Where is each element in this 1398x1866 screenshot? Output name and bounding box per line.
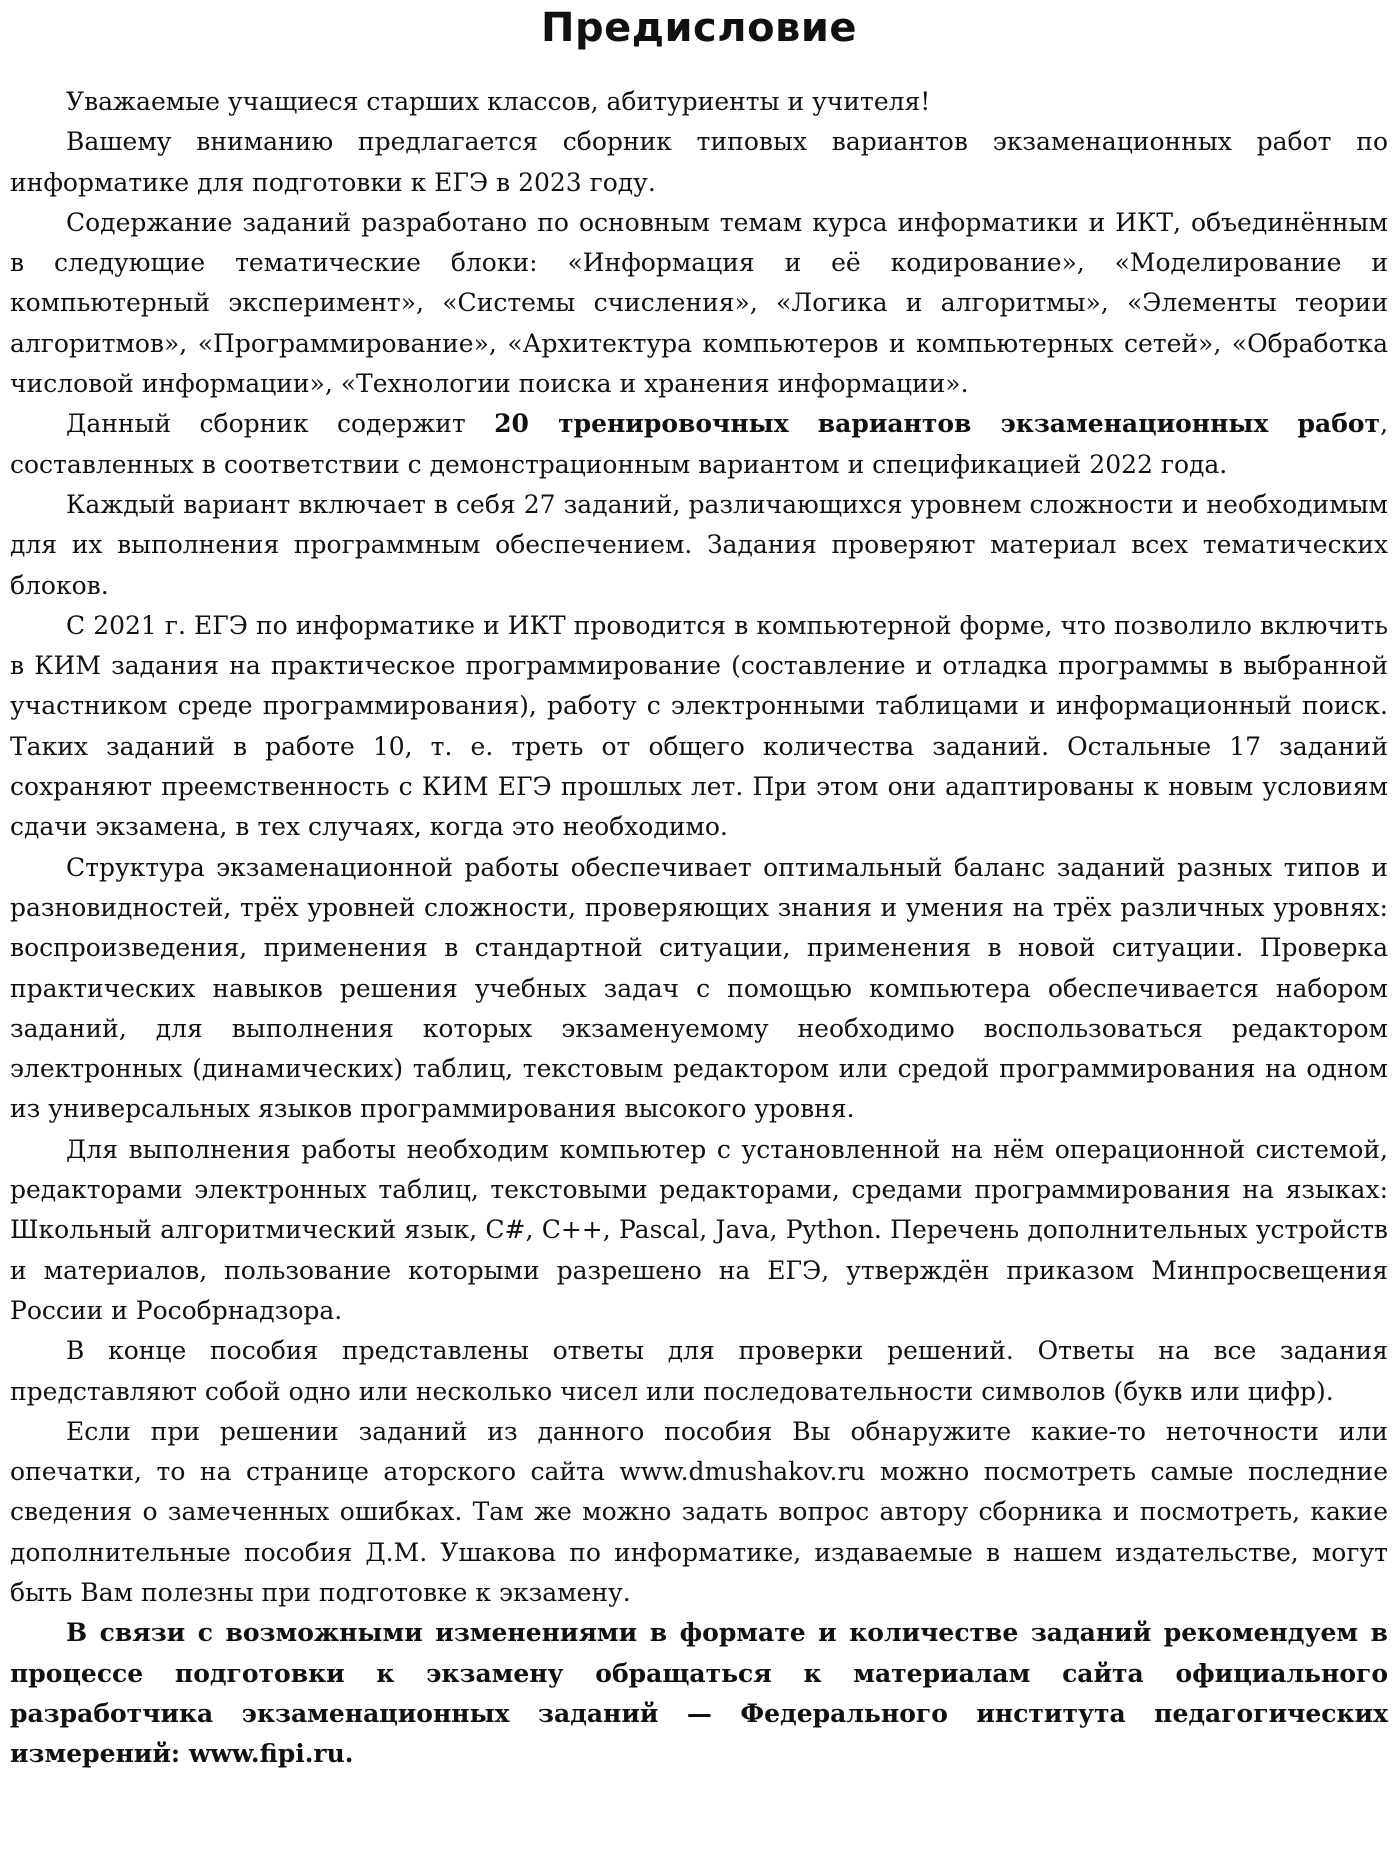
- page-title: Предисловие: [540, 5, 858, 51]
- paragraph-content-topics: Содержание заданий разработано по основным темам курса информатики и ИКТ, объединённым в следующие тематические блоки: «Информация и её кодирование», «Моделирование и компьютерный эксперимент», «Системы счисления», «Логика и алгоритмы», «Элементы теории алгоритмов», «Программирование», «Архитектура компьютеров и компьютерных сетей», «Обработка числовой информации», «Технологии поиска и хранения информации».: [10, 207, 1388, 399]
- paragraph-exam-structure: Структура экзаменационной работы обеспечивает оптимальный баланс заданий разных типов и разновидностей, трёх уровней сложности, проверяющих знания и умения на трёх различных уровнях: воспроизведения, применения в стандартной ситуации, применения в новой ситуации. Проверка практических навыков решения учебных задач с помощью компьютера обеспечивается набором заданий, для выполнения которых экзаменуемому необходимо воспользоваться редактором электронных (динамических) таблиц, текстовым редактором или средой программирования на одном из универсальных языков программирования высокого уровня.: [10, 852, 1388, 1124]
- paragraph-collection-text-2: , составленных в соответствии с демонстрационным вариантом и спецификацией 2022 года.: [10, 409, 1389, 479]
- paragraph-collection-bold: 20 тренировочных вариантов экзаменационных работ: [494, 409, 1381, 439]
- paragraph-requirements: Для выполнения работы необходим компьютер с установленной на нём операционной системой, редакторами электронных таблиц, текстовыми редакторами, средами программирования на языках: Школьный алгоритмический язык, C#, C++, Pascal, Java, Python. Перечень дополнительных устройств и материалов, пользование которыми разрешено на ЕГЭ, утверждён приказом Минпросвещения России и Рособрнадзора.: [10, 1134, 1388, 1325]
- paragraph-intro: Вашему вниманию предлагается сборник типовых вариантов экзаменационных работ по информатике для подготовки к ЕГЭ в 2023 году.: [10, 127, 1388, 197]
- paragraph-collection-contents: [10, 404, 1388, 485]
- document-page: [10, 0, 1388, 1774]
- paragraph-variant-structure: Каждый вариант включает в себя 27 заданий, различающихся уровнем сложности и необходимым для их выполнения программным обеспечением. Задания проверяют материал всех тематических блоков.: [10, 489, 1388, 600]
- paragraph-errata: Если при решении заданий из данного пособия Вы обнаружите какие-то неточности или опечатки, то на странице аторского сайта www.dmushakov.ru можно посмотреть самые последние сведения о замеченных ошибках. Там же можно задать вопрос автору сборника и посмотреть, какие дополнительные пособия Д.М. Ушакова по информатике, издаваемые в нашем издательстве, могут быть Вам полезны при подготовке к экзамену.: [10, 1416, 1388, 1607]
- paragraph-greeting: Уважаемые учащиеся старших классов, абитуриенты и учителя!: [66, 87, 931, 116]
- paragraph-answers: В конце пособия представлены ответы для проверки решений. Ответы на все задания представляют собой одно или несколько чисел или последовательности символов (букв или цифр).: [10, 1336, 1388, 1406]
- paragraph-fipi-note: В связи с возможными изменениями в формате и количестве заданий рекомендуем в процессе подготовки к экзамену обращаться к материалам сайта официального разработчика экзаменационных заданий — Федерального института педагогических измерений: www.fipi.ru.: [10, 1618, 1388, 1769]
- paragraph-collection-text-1: Данный сборник содержит: [66, 409, 495, 439]
- paragraph-computer-form: С 2021 г. ЕГЭ по информатике и ИКТ проводится в компьютерной форме, что позволило включить в КИМ задания на практическое программирование (составление и отладка программы в выбранной участником среде программирования), работу с электронными таблицами и информационный поиск. Таких заданий в работе 10, т. е. треть от общего количества заданий. Остальные 17 заданий сохраняют преемственность с КИМ ЕГЭ прошлых лет. При этом они адаптированы к новым условиям сдачи экзамена, в тех случаях, когда это необходимо.: [10, 610, 1388, 842]
